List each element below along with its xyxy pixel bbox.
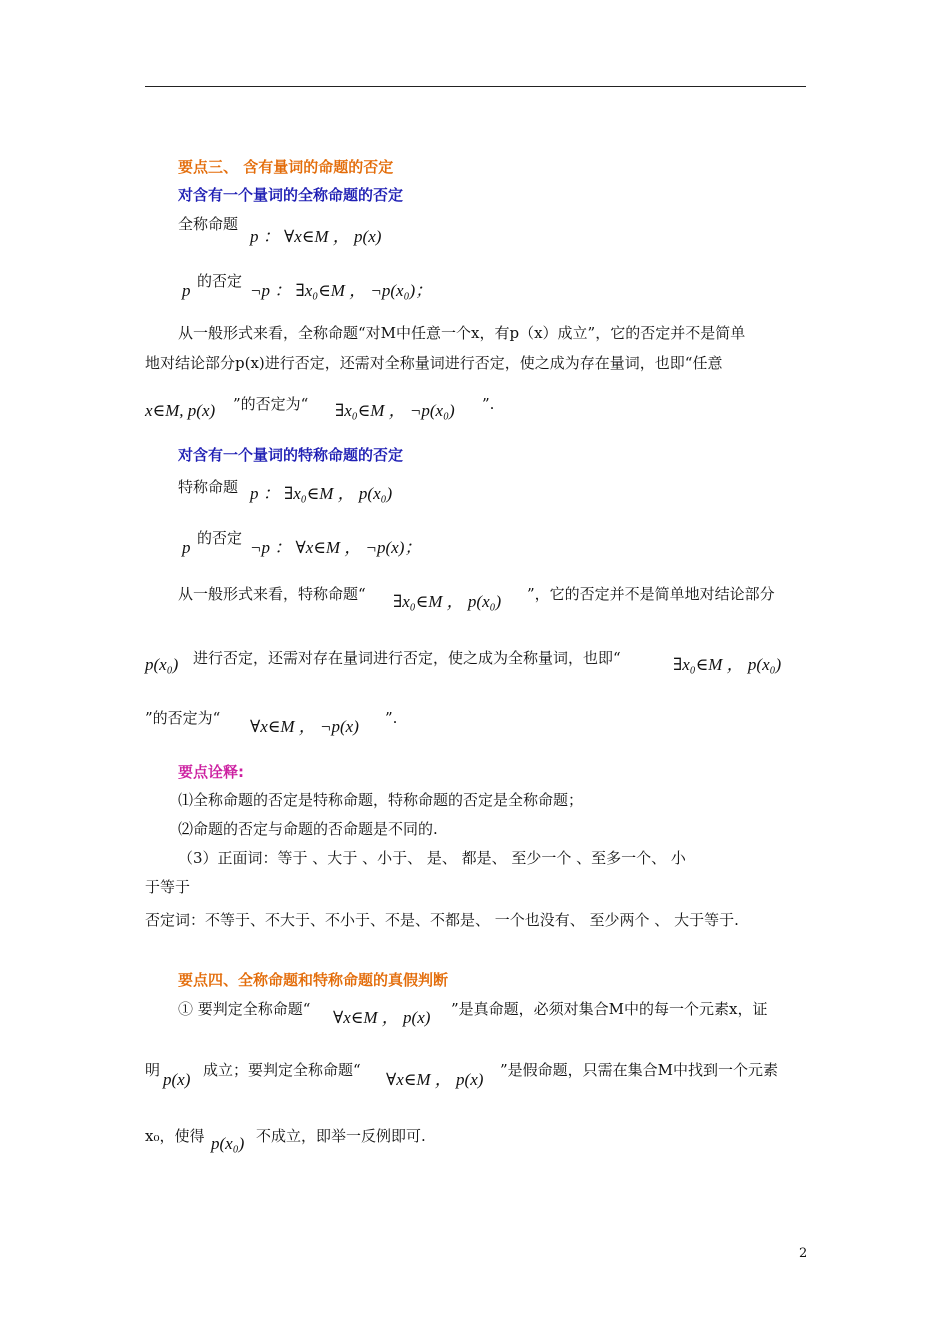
particular-neg-label: 的否定 bbox=[197, 529, 243, 547]
universal-def-label: 全称命题 bbox=[178, 215, 239, 233]
section4-formula-3: ∀x∈M ， p(x) bbox=[386, 1070, 484, 1089]
note-1: ⑴全称命题的否定是特称命题，特称命题的否定是全称命题； bbox=[178, 791, 584, 809]
particular-neg-p: p bbox=[182, 538, 191, 557]
particular-para-formula-3: ∃x₀∈M ， p(x₀) bbox=[673, 655, 782, 674]
universal-para-formula-1: x∈M, p(x) bbox=[145, 401, 216, 420]
particular-neg-formula: ¬p ： ∀x∈M ， ¬p(x)； bbox=[250, 538, 422, 557]
section4-formula-2: p(x) bbox=[163, 1070, 191, 1089]
section4-line-2-rest: ”是假命题，只需在集合M中找到一个元素 bbox=[500, 1061, 779, 1079]
section4-formula-4: p(x₀) bbox=[211, 1134, 245, 1153]
section-heading-3: 要点三、 含有量词的命题的否定 bbox=[178, 158, 394, 176]
universal-neg-label: 的否定 bbox=[197, 272, 243, 290]
note-3-line-3: 否定词：不等于、不大于、不小于、不是、不都是、 一个也没有、 至少两个 、 大于等于. bbox=[145, 911, 739, 929]
subheading-universal-negation: 对含有一个量词的全称命题的否定 bbox=[178, 186, 404, 204]
note-3-line-2: 于等于 bbox=[145, 878, 191, 896]
particular-para-line-3-end: ”. bbox=[385, 709, 398, 727]
particular-para-formula-4: ∀x∈M ， ¬p(x) bbox=[250, 717, 359, 736]
section4-line-1-text: ① 要判定全称命题“ bbox=[178, 1000, 311, 1018]
particular-para-formula-2: p(x₀) bbox=[145, 655, 179, 674]
universal-para-line-3-text: ”的否定为“ bbox=[233, 395, 309, 413]
universal-neg-formula: ¬p ： ∃x₀∈M ， ¬p(x₀)； bbox=[250, 281, 433, 300]
universal-neg-p: p bbox=[182, 281, 191, 300]
universal-para-line-3-end: ”. bbox=[482, 395, 495, 413]
section4-line-2-start: 明 bbox=[145, 1061, 161, 1079]
page-number: 2 bbox=[799, 1246, 808, 1261]
section4-formula-1: ∀x∈M ， p(x) bbox=[333, 1008, 431, 1027]
note-2: ⑵命题的否定与命题的否命题是不同的. bbox=[178, 820, 438, 838]
section4-line-1-rest: ”是真命题，必须对集合M中的每一个元素x，证 bbox=[451, 1000, 768, 1018]
particular-para-line-3-text: ”的否定为“ bbox=[145, 709, 221, 727]
particular-def-label: 特称命题 bbox=[178, 478, 239, 496]
particular-para-line-1-end: ”，它的否定并不是简单地对结论部分 bbox=[527, 585, 775, 603]
section-heading-4: 要点四、全称命题和特称命题的真假判断 bbox=[178, 971, 449, 989]
notes-heading: 要点诠释: bbox=[178, 763, 244, 781]
particular-para-formula-1: ∃x₀∈M ， p(x₀) bbox=[393, 592, 502, 611]
particular-para-line-2-text: 进行否定，还需对存在量词进行否定，使之成为全称量词，也即“ bbox=[193, 649, 621, 667]
section4-line-3-start: x₀，使得 bbox=[145, 1127, 205, 1145]
universal-para-line-1: 从一般形式来看，全称命题“对M中任意一个x，有p（x）成立”，它的否定并不是简单 bbox=[178, 324, 746, 342]
universal-para-line-2: 地对结论部分p(x)进行否定，还需对全称量词进行否定，使之成为存在量词，也即“任意 bbox=[145, 354, 723, 372]
section4-line-3-rest: 不成立，即举一反例即可. bbox=[256, 1127, 426, 1145]
particular-def-formula: p ： ∃x₀∈M ， p(x₀) bbox=[250, 484, 393, 503]
note-3-line-1: （3）正面词：等于 、大于 、小于、 是、 都是、 至少一个 、至多一个、 小 bbox=[178, 849, 686, 867]
universal-para-formula-2: ∃x₀∈M ， ¬p(x₀) bbox=[335, 401, 455, 420]
subheading-particular-negation: 对含有一个量词的特称命题的否定 bbox=[178, 446, 404, 464]
header-rule bbox=[145, 86, 806, 87]
particular-para-line-1-text: 从一般形式来看，特称命题“ bbox=[178, 585, 366, 603]
section4-line-2-text: 成立；要判定全称命题“ bbox=[203, 1061, 361, 1079]
universal-def-formula: p ： ∀x∈M ， p(x) bbox=[250, 227, 382, 246]
